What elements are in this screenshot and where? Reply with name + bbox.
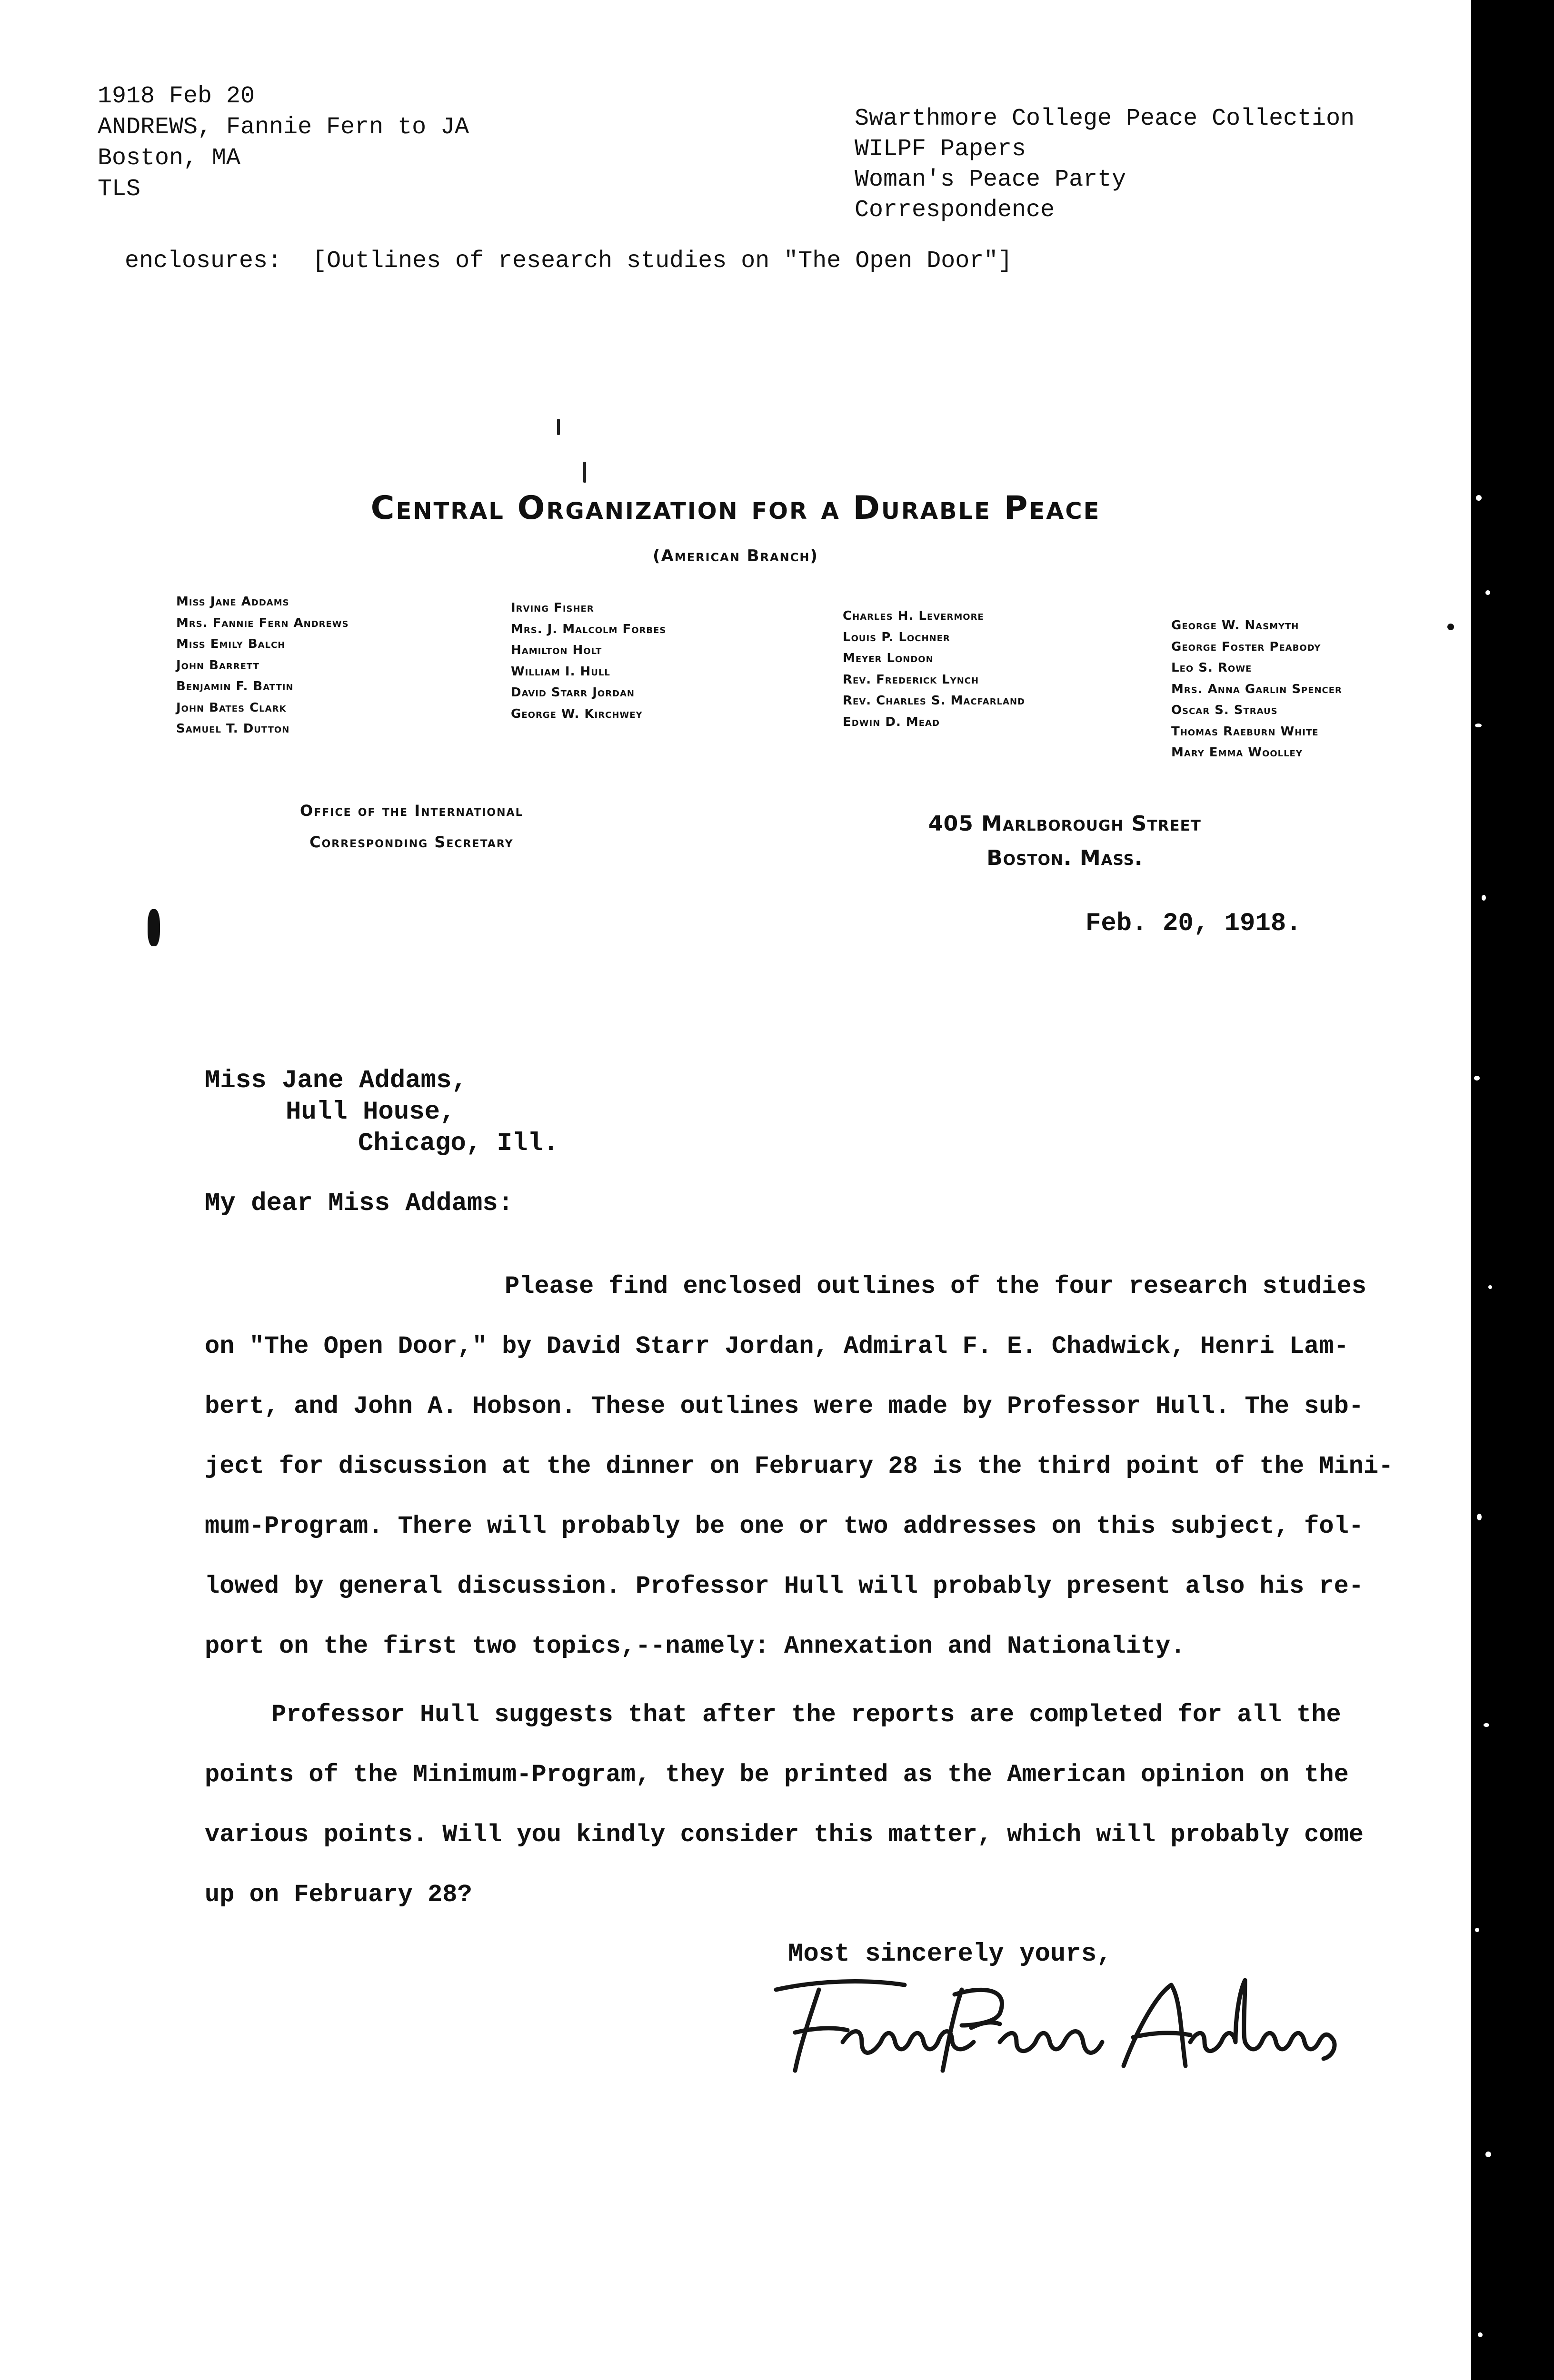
closing: Most sincerely yours, [788,1940,1112,1969]
scan-speck [1488,1285,1492,1289]
member-name: David Starr Jordan [511,685,635,700]
scan-border [1471,0,1554,2380]
member-name: George W. Nasmyth [1171,618,1299,633]
member-name: Oscar S. Straus [1171,703,1278,717]
member-name: Samuel T. Dutton [176,722,290,736]
member-name: Mrs. J. Malcolm Forbes [511,622,667,636]
scan-speck [1477,1514,1482,1520]
body-line: Please find enclosed outlines of the four research studies [505,1272,1366,1300]
scan-speck [1474,1076,1480,1081]
enclosures-note [125,248,1012,275]
scan-speck [1485,2152,1491,2157]
archive-collection: Swarthmore College Peace Collection [855,105,1355,132]
scan-mark [1447,624,1454,630]
member-name: William I. Hull [511,664,610,679]
enclosures-text: [Outlines of research studies on "The Open Door"] [312,248,1013,275]
scan-speck [1475,724,1482,727]
archive-place: Boston, MA [98,145,241,172]
archive-papers: WILPF Papers [855,136,1026,163]
member-name: Miss Emily Balch [176,637,286,651]
member-name: Irving Fisher [511,601,594,615]
member-name: Rev. Charles S. Macfarland [843,694,1025,708]
letterhead-address [928,807,1201,875]
body-paragraph-2 [205,1685,1405,1925]
body-line: points of the Minimum-Program, they be printed as the American opinion on the [205,1761,1349,1789]
archive-date: 1918 Feb 20 [98,83,255,110]
body-line: lowed by general discussion. Professor Hull will probably present also his re- [205,1572,1364,1600]
scan-speck [1478,2332,1483,2337]
city-address: Boston. Mass. [986,846,1143,870]
body-line: ject for discussion at the dinner on February 28 is the third point of the Mini- [205,1452,1394,1480]
scan-speck [1476,495,1482,501]
member-name: Mrs. Anna Garlin Spencer [1171,682,1342,696]
member-name: Mary Emma Woolley [1171,745,1303,760]
office-heading [300,795,523,858]
body-line: mum-Program. There will probably be one or two addresses on this subject, fol- [205,1512,1364,1540]
enclosures-label: enclosures: [125,248,282,275]
member-name: Meyer London [843,651,934,665]
body-line: port on the first two topics,--namely: Annexation and Nationality. [205,1632,1185,1660]
scan-speck [1485,590,1490,595]
body-line: up on February 28? [205,1881,472,1909]
scan-speck [1482,895,1486,901]
archive-doc-type: TLS [98,176,141,203]
scan-mark [557,419,560,435]
recipient-city: Chicago, Ill. [358,1129,559,1158]
recipient-address [205,1065,558,1160]
member-name: Charles H. Levermore [843,609,984,623]
member-list-column-1 [176,591,349,740]
member-name: Miss Jane Addams [176,595,289,609]
archive-series: Woman's Peace Party [855,166,1126,193]
member-name: Edwin D. Mead [843,714,940,729]
member-name: George Foster Peabody [1171,639,1321,654]
letter-date: Feb. 20, 1918. [1086,909,1302,938]
member-name: John Bates Clark [176,700,287,715]
letterhead-title: Central Organization for a Durable Peace [370,489,1101,527]
body-line: on "The Open Door," by David Starr Jordan, Admiral F. E. Chadwick, Henri Lam- [205,1332,1349,1360]
member-list-column-4 [1171,615,1342,764]
member-name: Hamilton Holt [511,643,602,657]
letterhead-subtitle: (American Branch) [653,546,818,565]
office-line: Office of the International [300,802,523,820]
scan-mark [148,909,160,946]
archive-metadata-right [855,104,1355,226]
recipient-name: Miss Jane Addams, [205,1066,467,1095]
archive-correspondents: ANDREWS, Fannie Fern to JA [98,114,469,141]
member-name: Benjamin F. Battin [176,679,294,694]
street-address: 405 Marlborough Street [928,812,1201,836]
archive-subseries: Correspondence [855,197,1055,224]
member-name: Louis P. Lochner [843,630,950,645]
body-line: Professor Hull suggests that after the reports are completed for all the [271,1701,1341,1729]
archive-metadata-left [98,81,469,205]
body-line: bert, and John A. Hobson. These outlines were made by Professor Hull. The sub- [205,1392,1364,1420]
member-name: John Barrett [176,658,259,673]
member-name: Leo S. Rowe [1171,661,1252,675]
office-line: Corresponding Secretary [309,833,514,851]
member-name: George W. Kirchwey [511,706,643,721]
member-name: Rev. Frederick Lynch [843,672,979,687]
recipient-street: Hull House, [286,1098,456,1127]
member-name: Mrs. Fannie Fern Andrews [176,615,349,630]
scan-speck [1475,1928,1479,1932]
scan-mark [583,462,586,483]
member-list-column-3 [843,605,1025,733]
body-line: various points. Will you kindly consider this matter, which will probably come [205,1821,1364,1849]
member-name: Thomas Raeburn White [1171,724,1319,739]
handwritten-signature [762,1971,1381,2085]
salutation: My dear Miss Addams: [205,1189,514,1218]
member-list-column-2 [511,597,666,724]
scan-speck [1484,1723,1489,1727]
body-paragraph-1 [205,1257,1405,1676]
